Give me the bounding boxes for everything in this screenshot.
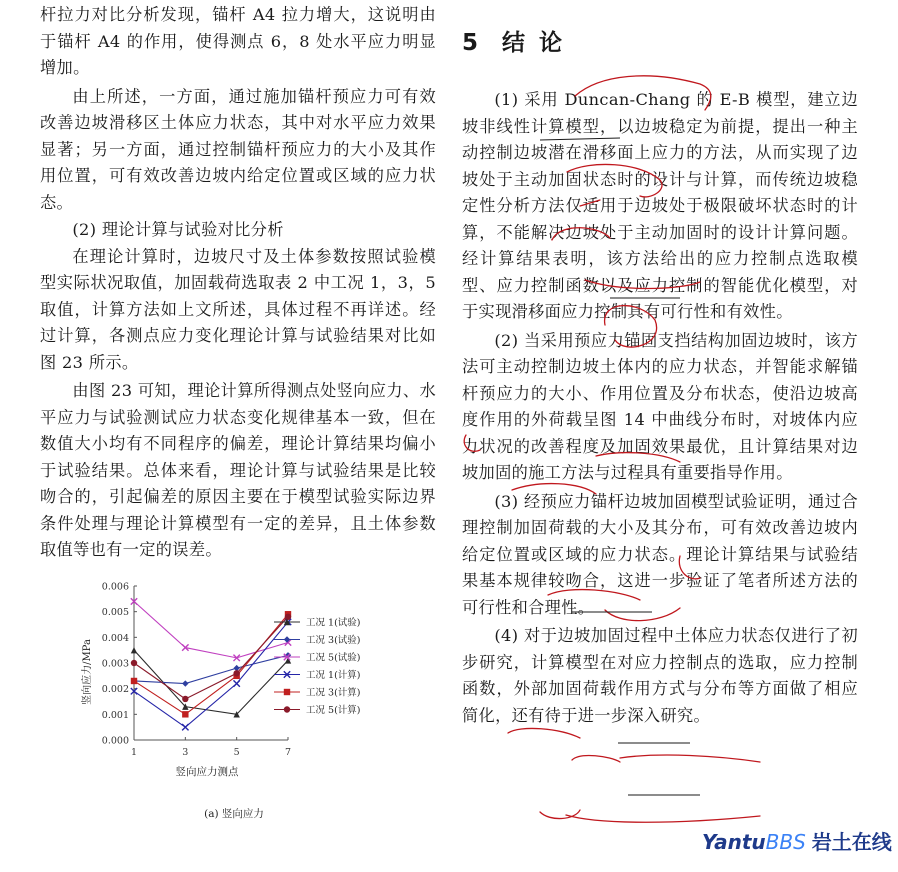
logo-cn-text: 岩土在线 [811, 830, 892, 854]
figure-caption: (a) 竖向应力 [204, 808, 264, 820]
y-tick-label: 0.000 [101, 735, 129, 747]
subsection-heading: (2) 理论计算与试验对比分析 [72, 220, 284, 239]
yantubbs-logo [702, 826, 892, 856]
legend-item [274, 687, 360, 699]
legend-label: 工况 5(计算) [306, 705, 361, 716]
legend-label: 工况 3(试验) [306, 635, 361, 646]
left-column [40, 2, 436, 564]
data-point [182, 680, 188, 686]
data-point [182, 724, 188, 730]
section-number: 5 [462, 30, 481, 56]
series-4 [131, 619, 291, 731]
section-heading [462, 24, 576, 57]
data-point [131, 647, 137, 653]
x-axis-label: 竖向应力测点 [175, 766, 239, 778]
data-point [284, 706, 290, 712]
chart-legend [274, 617, 360, 717]
series-line [134, 614, 288, 714]
y-tick-label: 0.002 [101, 684, 129, 696]
y-tick-label: 0.005 [101, 607, 129, 619]
section-title: 结论 [502, 30, 577, 56]
chart-axes [102, 582, 291, 759]
paragraph-comparison: 由图 23 可知，理论计算所得测点处竖向应力、水平应力与试验测试应力状态变化规律基本一致，但在数值大小均有不同程序的偏差，理论计算结果均偏小于试验结果。总体来看，理论计算与试验结果是比较吻合的，引起偏差的原因主要在于模型试验实际边界条件处理与理论计算模型有一定的差异，且土体参数取值等也有一定的误差。 [40, 381, 436, 559]
x-tick-label: 5 [233, 747, 240, 758]
legend-label: 工况 3(计算) [306, 687, 361, 699]
paragraph-summary: 由上所述，一方面，通过施加锚杆预应力可有效改善边坡滑移区土体应力状态，其中对水平应力效果显著；另一方面，通过控制锚杆预应力的大小及其作用位置，可有效改善边坡内给定位置或区域的应力状态。 [40, 86, 436, 212]
y-tick-label: 0.003 [101, 658, 129, 670]
right-column [462, 87, 858, 729]
x-tick-label: 3 [182, 747, 189, 758]
paragraph-anchor-analysis: 杆拉力对比分析发现，锚杆 A4 拉力增大，这说明由于锚杆 A4 的作用，使得测点 6，8 处水平应力明显增加。 [40, 5, 436, 77]
legend-label: 工况 5(试验) [306, 652, 361, 664]
chart-series [131, 598, 291, 730]
y-tick-label: 0.004 [101, 632, 129, 644]
data-point [182, 711, 188, 717]
data-point [284, 689, 290, 695]
series-6 [131, 614, 291, 703]
legend-label: 工况 1(试验) [306, 617, 361, 629]
data-point [131, 678, 137, 684]
data-point [233, 680, 239, 686]
legend-label: 工况 1(计算) [306, 670, 361, 681]
data-point [182, 696, 188, 702]
series-5 [131, 611, 291, 718]
series-line [134, 622, 288, 727]
legend-item [274, 704, 360, 716]
conclusion-1: (1) 采用 Duncan-Chang 的 E-B 模型，建立边坡非线性计算模型，以边坡稳定为前提，提出一种主动控制边坡潜在滑移面上应力的方法，从而实现了边坡处于主动加固状态时的设计与计算，而传统边坡稳定性分析方法仅适用于边坡处于极限破坏状态时的计算，不能解决边坡处于主动加固时的设计计算问题。经计算结果表明，该方法给出的应力控制点选取模型、应力控制函数以及应力控制的智能优化模型，对于实现滑移面应力控制具有可行性和有效性。 [462, 90, 858, 321]
logo-brand: Yantu [702, 830, 766, 854]
conclusion-3: (3) 经预应力锚杆边坡加固模型试验证明，通过合理控制加固荷载的大小及其分布，可有效改善边坡内给定位置或区域的应力状态。理论计算结果与试验结果基本规律较吻合，这进一步验证了笔者所述方法的可行性和合理性。 [462, 491, 858, 617]
series-line [134, 617, 288, 699]
vertical-stress-chart [78, 574, 418, 834]
legend-item [274, 669, 360, 681]
chart-svg [78, 574, 418, 834]
conclusion-4: (4) 对于边坡加固过程中土体应力状态仅进行了初步研究，计算模型在对应力控制点的选取，应力控制函数，外部加固荷载作用方式与分布等方面做了相应简化，还有待于进一步深入研究。 [462, 626, 858, 725]
data-point [285, 614, 291, 620]
y-tick-label: 0.001 [101, 709, 129, 721]
series-2 [131, 652, 291, 687]
x-tick-label: 7 [284, 747, 292, 758]
logo-brand-suffix: BBS [765, 830, 806, 854]
y-axis-label: 竖向应力/MPa [82, 639, 93, 705]
paragraph-theory-method: 在理论计算时，边坡尺寸及土体参数按照试验模型实际状况取值，加固载荷选取表 2 中工况 1，3，5 取值，计算方法如上文所述，具体过程不再详述。经过计算，各测点应力变化理论计算与试验结果对比如图 23 所示。 [40, 246, 436, 372]
conclusion-2: (2) 当采用预应力锚固支挡结构加固边坡时，该方法可主动控制边坡土体内的应力状态，并智能求解锚杆预应力的大小、作用位置及分布状态，使沿边坡高度作用的外荷载呈图 14 中曲线分布时，对坡体内应力状况的改善程度及加固效果最优，且计算结果对边坡加固的施工方法与过程具有重要指导作用。 [462, 330, 858, 482]
series-3 [131, 598, 291, 661]
x-tick-label: 1 [130, 747, 138, 758]
data-point [233, 670, 239, 676]
data-point [131, 660, 137, 666]
y-tick-label: 0.006 [101, 581, 129, 593]
